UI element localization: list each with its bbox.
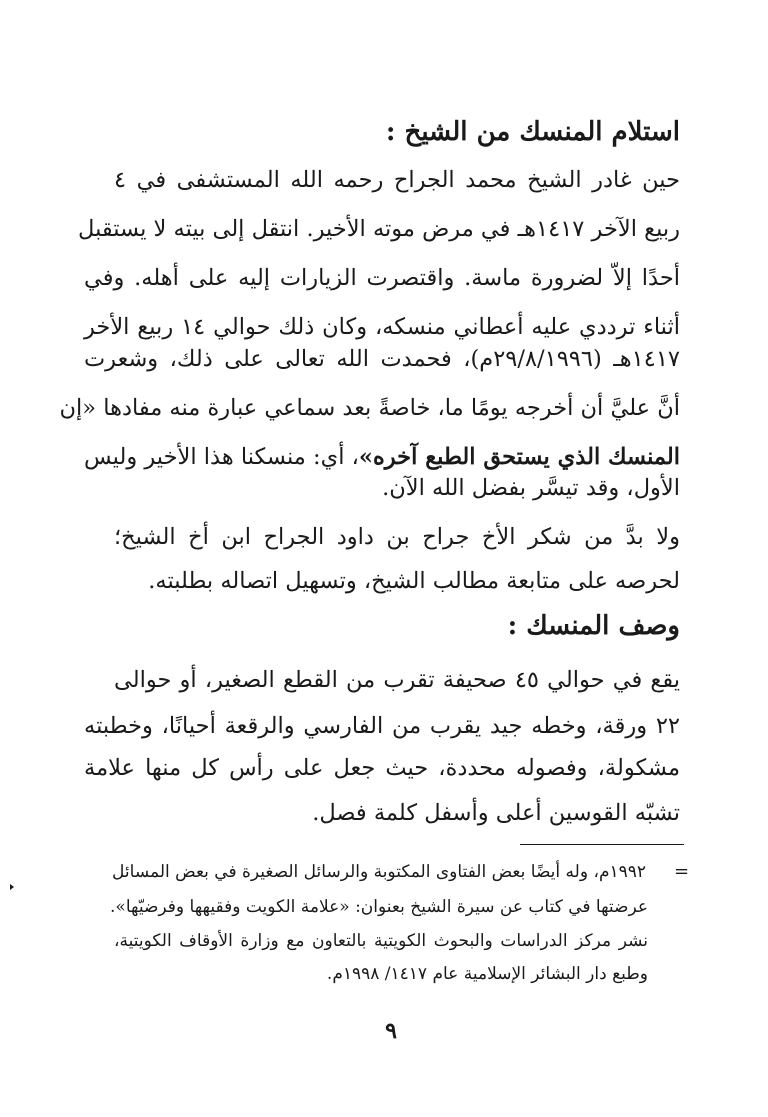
footnote-line: عرضتها في كتاب عن سيرة الشيخ بعنوان: «علامة الكويت وفقيهها وفرضيّها». xyxy=(110,897,648,917)
paragraph-line: الأول، وقد تيسَّر بفضل الله الآن. xyxy=(382,475,680,501)
section-heading-manuscript-description: وصف المنسك : xyxy=(507,611,680,641)
paragraph-line: أثناء ترددي عليه أعطاني منسكه، وكان ذلك حوالي ١٤ ربيع الأخر xyxy=(84,314,680,340)
paragraph-line: ٢٢ ورقة، وخطه جيد يقرب من الفارسي والرقعة أحيانًا، وخطبته xyxy=(84,713,680,739)
paragraph-line: أنَّ عليَّ أن أخرجه يومًا ما، خاصةً بعد سماعي عبارة منه مفادها «إن xyxy=(59,395,680,421)
paragraph-line: ربيع الآخر ١٤١٧هـ في مرض موته الأخير. انتقل إلى بيته لا يستقبل xyxy=(78,216,680,242)
footnote-separator xyxy=(520,844,684,845)
page-number: ٩ xyxy=(385,1018,397,1044)
paragraph-line: أحدًا إلاّ لضرورة ماسة. واقتصرت الزيارات إليه على أهله. وفي xyxy=(84,265,680,291)
margin-mark-icon xyxy=(10,884,14,890)
paragraph-line: ولا بدَّ من شكر الأخ جراح بن داود الجراح ابن أخ الشيخ؛ xyxy=(114,524,680,550)
footnote-line: نشر مركز الدراسات والبحوث الكويتية بالتعاون مع وزارة الأوقاف الكويتية، xyxy=(114,931,648,951)
paragraph-line: حين غادر الشيخ محمد الجراح رحمه الله المستشفى في ٤ xyxy=(114,167,680,193)
footnote-continuation-marker: = xyxy=(674,861,690,882)
paragraph-line: يقع في حوالي ٤٥ صحيفة تقرب من القطع الصغير، أو حوالى xyxy=(114,667,680,693)
paragraph-line: لحرصه على متابعة مطالب الشيخ، وتسهيل اتصاله بطلبته. xyxy=(148,568,680,594)
footnote-line: وطبع دار البشائر الإسلامية عام ١٤١٧/ ١٩٩٨م. xyxy=(326,964,648,984)
footnote-line: ١٩٩٢م، وله أيضًا بعض الفتاوى المكتوبة والرسائل الصغيرة في بعض المسائل xyxy=(112,862,646,882)
section-heading-receiving-manuscript: استلام المنسك من الشيخ : xyxy=(385,117,680,147)
quoted-phrase-bold: المنسك الذي يستحق الطبع آخره» xyxy=(358,444,680,470)
paragraph-text: ، أي: منسكنا هذا الأخير وليس xyxy=(84,444,359,470)
paragraph-line: ١٤١٧هـ (٢٩/٨/١٩٩٦م)، فحمدت الله تعالى على ذلك، وشعرت xyxy=(84,346,681,372)
paragraph-line: تشبّه القوسين أعلى وأسفل كلمة فصل. xyxy=(312,800,680,826)
paragraph-line: مشكولة، وفصوله محددة، حيث جعل على رأس كل منها علامة xyxy=(84,755,680,781)
